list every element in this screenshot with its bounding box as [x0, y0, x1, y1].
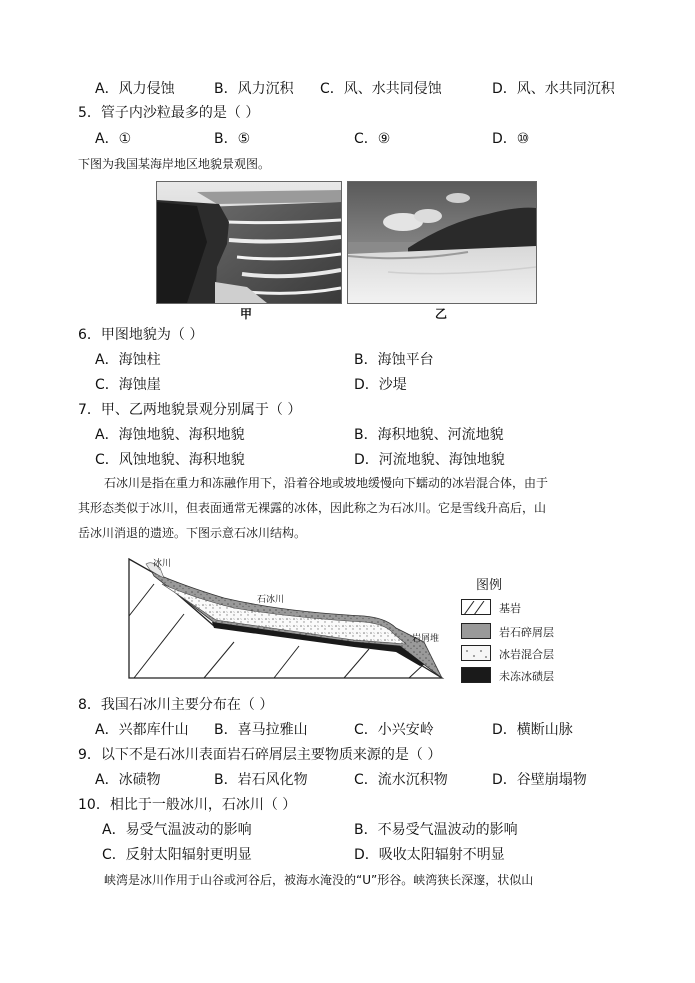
coast-intro: 下图为我国某海岸地区地貌景观图。	[78, 157, 271, 171]
q7-option-c: C．风蚀地貌、海积地貌	[95, 452, 245, 468]
label-talus: 岩屑堆	[412, 634, 440, 644]
q10-option-b: B．不易受气温波动的影响	[354, 822, 518, 838]
label-glacier: 冰川	[153, 559, 172, 569]
q5-option-d: D．⑩	[492, 131, 530, 147]
hatch-swatch-icon	[462, 601, 490, 615]
dot-swatch-icon	[462, 647, 490, 661]
legend-label-ice-rock: 冰岩混合层	[499, 648, 554, 661]
q8-option-c: C．小兴安岭	[354, 722, 434, 738]
rock-glacier-paragraph-line-3: 岳冰川消退的遗迹。下图示意石冰川结构。	[78, 526, 307, 540]
legend-label-till: 未冻冰碛层	[499, 670, 554, 683]
q4-option-b: B．风力沉积	[214, 81, 294, 97]
rock-glacier-cross-section	[124, 554, 454, 684]
q4-option-a: A．风力侵蚀	[95, 81, 175, 97]
q6-option-c: C．海蚀崖	[95, 377, 161, 393]
q9-option-a: A．冰碛物	[95, 772, 161, 788]
q9-option-c: C．流水沉积物	[354, 772, 448, 788]
q6-option-b: B．海蚀平台	[354, 352, 434, 368]
legend-label-debris: 岩石碎屑层	[499, 626, 554, 639]
label-rock-glacier: 石冰川	[257, 595, 285, 605]
photo-cliff	[156, 181, 342, 304]
q6-option-a: A．海蚀柱	[95, 352, 161, 368]
q4-option-c: C．风、水共同侵蚀	[320, 81, 442, 97]
rock-glacier-diagram	[124, 554, 454, 684]
q9-option-b: B．岩石风化物	[214, 772, 308, 788]
q5-option-b: B．⑤	[214, 131, 251, 147]
legend-label-bedrock: 基岩	[499, 602, 521, 615]
q6-stem: 6．甲图地貌为（ ）	[78, 327, 204, 343]
legend-swatch-debris	[461, 623, 491, 639]
legend-title: 图例	[476, 578, 503, 593]
q7-option-b: B．海积地貌、河流地貌	[354, 427, 504, 443]
legend-swatch-till	[461, 667, 491, 683]
q8-option-b: B．喜马拉雅山	[214, 722, 308, 738]
q8-stem: 8．我国石冰川主要分布在（ ）	[78, 697, 274, 713]
q5-stem: 5．管子内沙粒最多的是（ ）	[78, 105, 260, 121]
q7-option-d: D．河流地貌、海蚀地貌	[354, 452, 505, 468]
q10-stem: 10．相比于一般冰川，石冰川（ ）	[78, 797, 297, 813]
photo-label-jia: 甲	[240, 307, 253, 321]
q10-option-a: A．易受气温波动的影响	[102, 822, 252, 838]
rock-glacier-paragraph-line-2: 其形态类似于冰川，但表面通常无裸露的冰体，因此称之为石冰川。它是雪线升高后，山	[78, 501, 547, 515]
legend-swatch-ice-rock	[461, 645, 491, 661]
q8-option-a: A．兴都库什山	[95, 722, 189, 738]
rock-glacier-paragraph-line-1: 石冰川是指在重力和冻融作用下，沿着谷地或坡地缓慢向下蠕动的冰岩混合体，由于	[104, 476, 549, 490]
q5-option-c: C．⑨	[354, 131, 391, 147]
legend-swatch-bedrock	[461, 599, 491, 615]
photo-label-yi: 乙	[435, 307, 448, 321]
photo-beach	[347, 181, 537, 304]
beach-landscape-image	[348, 182, 536, 303]
q10-option-c: C．反射太阳辐射更明显	[102, 847, 252, 863]
q10-option-d: D．吸收太阳辐射不明显	[354, 847, 505, 863]
q9-option-d: D．谷壁崩塌物	[492, 772, 587, 788]
q9-stem: 9．以下不是石冰川表面岩石碎屑层主要物质来源的是（ ）	[78, 747, 442, 763]
q8-option-d: D．横断山脉	[492, 722, 573, 738]
q4-option-d: D．风、水共同沉积	[492, 81, 615, 97]
q5-option-a: A．①	[95, 131, 132, 147]
cliff-landscape-image	[157, 182, 341, 303]
q7-option-a: A．海蚀地貌、海积地貌	[95, 427, 245, 443]
q6-option-d: D．沙堤	[354, 377, 407, 393]
fjord-paragraph: 峡湾是冰川作用于山谷或河谷后，被海水淹没的“U”形谷。峡湾狭长深邃，状似山	[104, 873, 534, 887]
q7-stem: 7．甲、乙两地貌景观分别属于（ ）	[78, 402, 302, 418]
